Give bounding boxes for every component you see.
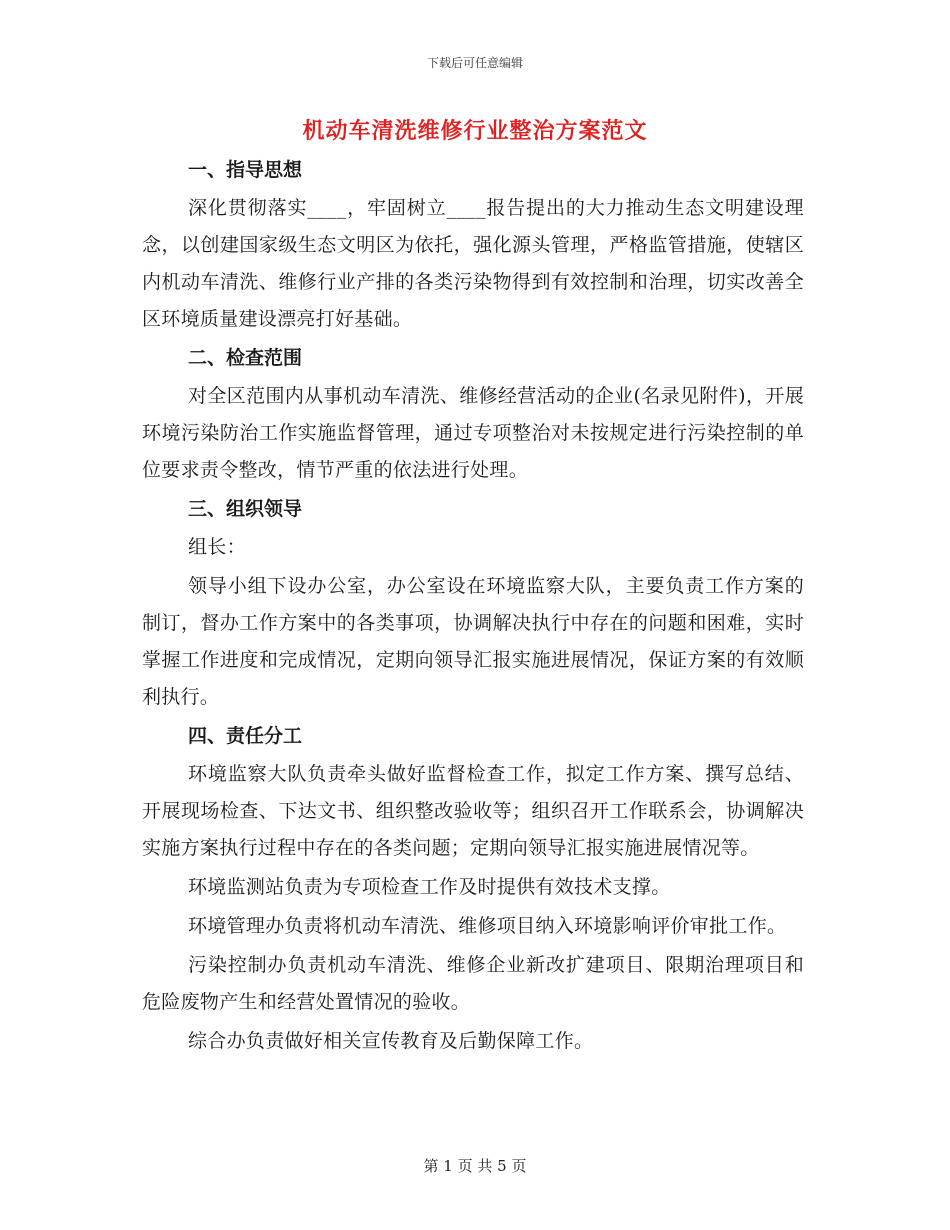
- section-heading: 二、检查范围: [188, 347, 303, 369]
- paragraph: 组长：: [188, 536, 246, 558]
- paragraph: 环境监察大队负责牵头做好监督检查工作，拟定工作方案、撰写总结、开展现场检查、下达文书、组织整改验收等；组织召开工作联系会，协调解决实施方案执行过程中存在的各类问题；定期向领导汇报实施进展情况等。: [142, 763, 804, 859]
- section-heading: 四、责任分工: [188, 725, 303, 747]
- paragraph: 污染控制办负责机动车清洗、维修企业新改扩建项目、限期治理项目和危险废物产生和经营处置情况的验收。: [142, 954, 804, 1013]
- document-body: [142, 152, 804, 1062]
- page-footer: 第 1 页 共 5 页: [423, 1157, 527, 1175]
- paragraph: 环境监测站负责为专项检查工作及时提供有效技术支撑。: [188, 876, 671, 898]
- document-title: 机动车清洗维修行业整治方案范文: [302, 118, 648, 144]
- paragraph: 环境管理办负责将机动车清洗、维修项目纳入环境影响评价审批工作。: [188, 915, 787, 937]
- paragraph: 综合办负责做好相关宣传教育及后勤保障工作。: [188, 1030, 594, 1052]
- paragraph: 对全区范围内从事机动车清洗、维修经营活动的企业(名录见附件)，开展环境污染防治工作实施监督管理，通过专项整治对未按规定进行污染控制的单位要求责令整改，情节严重的依法进行处理。: [142, 385, 804, 481]
- page-header: 下载后可任意编辑: [426, 56, 523, 70]
- paragraph: 深化贯彻落实____，牢固树立____报告提出的大力推动生态文明建设理念，以创建国家级生态文明区为依托，强化源头管理，严格监管措施，使辖区内机动车清洗、维修行业产排的各类污染物得到有效控制和治理，切实改善全区环境质量建设漂亮打好基础。: [142, 197, 804, 330]
- paragraph: 领导小组下设办公室，办公室设在环境监察大队，主要负责工作方案的制订，督办工作方案中的各类事项，协调解决执行中存在的问题和困难，实时掌握工作进度和完成情况，定期向领导汇报实施进展情况，保证方案的有效顺利执行。: [142, 575, 804, 708]
- section-heading: 一、指导思想: [188, 159, 303, 181]
- section-heading: 三、组织领导: [188, 498, 303, 520]
